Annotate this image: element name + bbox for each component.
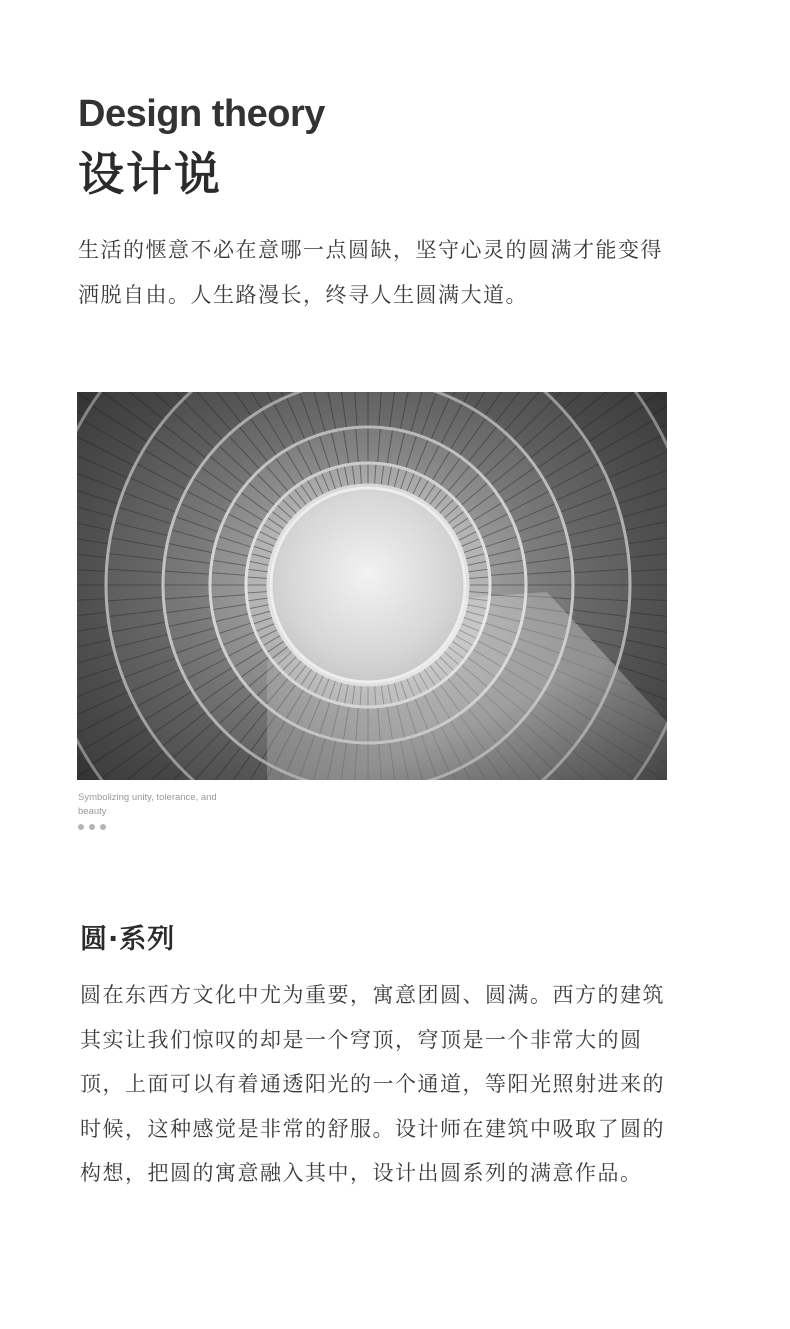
dome-photo: [77, 392, 667, 780]
sky-opening: [271, 488, 465, 682]
carousel-dot: [78, 824, 84, 830]
carousel-dots: [78, 824, 106, 830]
intro-paragraph: 生活的惬意不必在意哪一点圆缺，坚守心灵的圆满才能变得洒脱自由。人生路漫长，终寻人生圆满大道。: [78, 238, 663, 307]
dome-illustration: [77, 392, 667, 780]
carousel-dot: [89, 824, 95, 830]
title-english: Design theory: [78, 93, 325, 135]
title-chinese: 设计说: [78, 147, 222, 201]
carousel-dot: [100, 824, 106, 830]
section-paragraph: 圆在东西方文化中尤为重要，寓意团圆、圆满。西方的建筑其实让我们惊叹的却是一个穹顶，穹顶是一个非常大的圆顶，上面可以有着通透阳光的一个通道，等阳光照射进来的时候，这种感觉是非常的舒服。设计师在建筑中吸取了圆的构想，把圆的寓意融入其中，设计出圆系列的满意作品。: [80, 983, 665, 1186]
section-title: 圆·系列: [80, 924, 176, 955]
image-caption: Symbolizing unity, tolerance, and beauty: [78, 792, 217, 817]
